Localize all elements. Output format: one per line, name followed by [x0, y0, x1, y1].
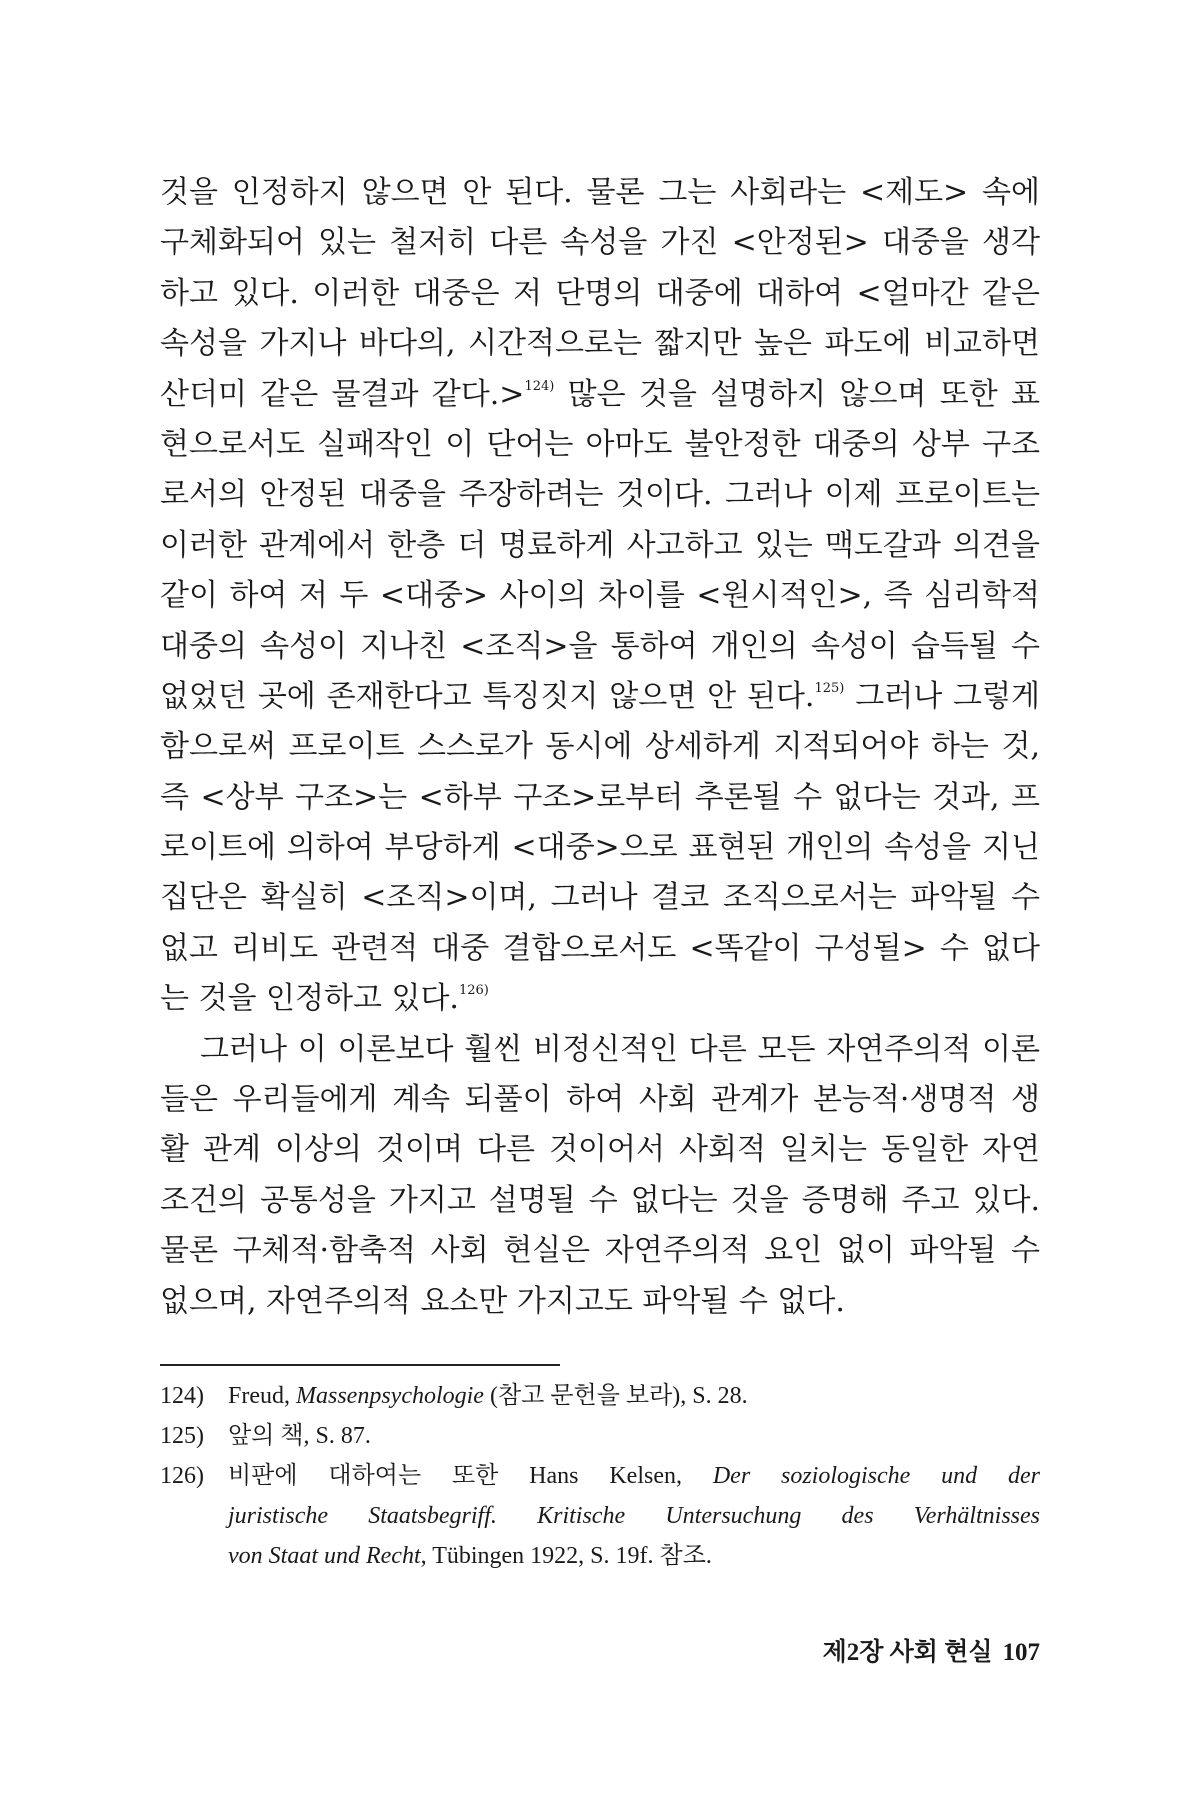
text-segment: 산더미 같은 물결과 같다.> — [160, 376, 525, 412]
text-line: 없으며, 자연주의적 요소만 가지고도 파악될 수 없다. — [160, 1283, 845, 1319]
footnote-text: (참고 문헌을 보라), S. 28. — [483, 1383, 748, 1409]
footnote-ref-125: 125) — [814, 680, 845, 696]
text-line: 조건의 공통성을 가지고 설명될 수 없다는 것을 증명해 주고 있다. — [160, 1182, 1040, 1218]
text-line — [160, 974, 1040, 1024]
text-line: 속성을 가지나 바다의, 시간적으로는 짧지만 높은 파도에 비교하면 — [160, 326, 1040, 362]
footnote-126-continued — [160, 1536, 1040, 1576]
footnote-number: 125) — [160, 1423, 204, 1449]
footnote-text: 앞의 책, S. 87. — [228, 1423, 371, 1449]
chapter-title: 제2장 사회 현실 — [822, 1639, 993, 1666]
text-line: 즉 <상부 구조>는 <하부 구조>로부터 추론될 수 없다는 것과, 프 — [160, 779, 1040, 815]
footnote-divider — [160, 1364, 560, 1366]
paragraph-start-line: 그러나 이 이론보다 훨씬 비정신적인 다른 모든 자연주의적 이론 — [200, 1031, 1040, 1067]
text-segment: 그러나 그렇게 — [844, 678, 1040, 714]
footnote-title: juristische Staatsbegriff. Kritische Untersuchung des Verhältnisses — [228, 1503, 1040, 1529]
footnote-126-continued — [160, 1496, 1040, 1536]
footnote-125 — [160, 1416, 1040, 1456]
footnote-ref-126: 126) — [458, 983, 489, 999]
footnote-126 — [160, 1456, 1040, 1496]
footnote-number: 126) — [160, 1463, 204, 1489]
text-line: 같이 하여 저 두 <대중> 사이의 차이를 <원시적인>, 즉 심리학적 — [160, 578, 1040, 614]
text-segment: 없었던 곳에 존재한다고 특징짓지 않으면 안 된다. — [160, 678, 815, 714]
text-line — [160, 370, 1040, 420]
footnote-ref-124: 124) — [524, 378, 555, 394]
text-line: 로서의 안정된 대중을 주장하려는 것이다. 그러나 이제 프로이트는 — [160, 477, 1040, 513]
footnote-title: Massenpsychologie — [296, 1383, 484, 1409]
text-segment: 는 것을 인정하고 있다. — [160, 981, 459, 1017]
text-line — [160, 672, 1040, 722]
page-footer — [823, 1632, 1040, 1668]
text-line: 하고 있다. 이러한 대중은 저 단명의 대중에 대하여 <얼마간 같은 — [160, 275, 1040, 311]
text-line: 없고 리비도 관련적 대중 결합으로서도 <똑같이 구성될> 수 없다 — [160, 930, 1040, 966]
text-line: 구체화되어 있는 철저히 다른 속성을 가진 <안정된> 대중을 생각 — [160, 225, 1040, 261]
footnotes — [160, 1376, 1040, 1576]
main-text — [160, 168, 1040, 1327]
page-number: 107 — [1002, 1639, 1040, 1666]
text-line: 함으로써 프로이트 스스로가 동시에 상세하게 지적되어야 하는 것, — [160, 729, 1040, 765]
footnote-title: von Staat und Recht — [228, 1543, 421, 1569]
text-line: 로이트에 의하여 부당하게 <대중>으로 표현된 개인의 속성을 지닌 — [160, 830, 1040, 866]
text-line: 대중의 속성이 지나친 <조직>을 통하여 개인의 속성이 습득될 수 — [160, 628, 1040, 664]
text-segment: 많은 것을 설명하지 않으며 또한 표 — [554, 376, 1040, 412]
footnote-124 — [160, 1376, 1040, 1416]
text-line: 들은 우리들에게 계속 되풀이 하여 사회 관계가 본능적·생명적 생 — [160, 1082, 1040, 1118]
text-line: 활 관계 이상의 것이며 다른 것이어서 사회적 일치는 동일한 자연 — [160, 1132, 1040, 1168]
footnote-number: 124) — [160, 1383, 204, 1409]
footnote-text: , Tübingen 1922, S. 19f. 참조. — [420, 1543, 712, 1569]
footnote-text: 비판에 대하여는 또한 Hans Kelsen, — [228, 1463, 713, 1489]
text-line: 집단은 확실히 <조직>이며, 그러나 결코 조직으로서는 파악될 수 — [160, 880, 1040, 916]
text-line: 것을 인정하지 않으면 안 된다. 물론 그는 사회라는 <제도> 속에 — [160, 175, 1040, 210]
footnote-text: Freud, — [228, 1383, 296, 1409]
text-line: 이러한 관계에서 한층 더 명료하게 사고하고 있는 맥도갈과 의견을 — [160, 527, 1040, 563]
text-line: 물론 구체적·함축적 사회 현실은 자연주의적 요인 없이 파악될 수 — [160, 1233, 1040, 1269]
text-line: 현으로서도 실패작인 이 단어는 아마도 불안정한 대중의 상부 구조 — [160, 426, 1040, 462]
footnote-title: Der soziologische und der — [712, 1463, 1040, 1489]
